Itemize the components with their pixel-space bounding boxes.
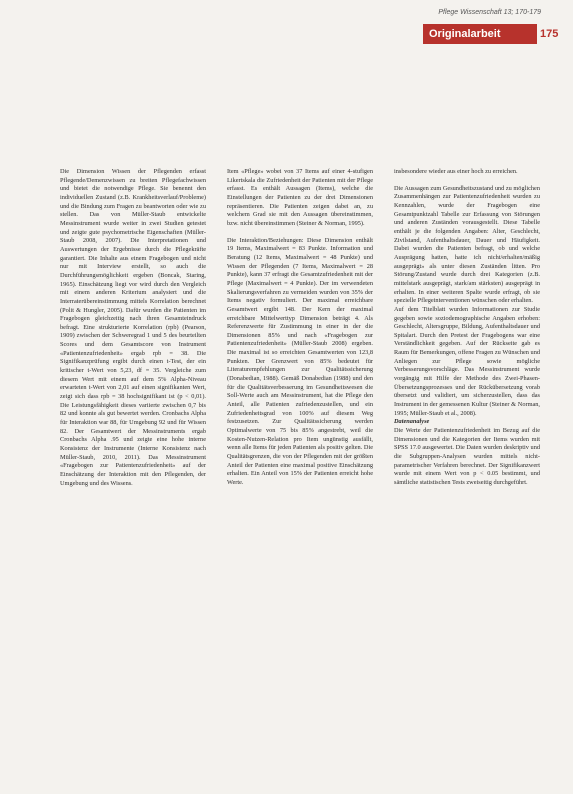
section-heading-datenanalyse: Datenanalyse <box>394 418 430 426</box>
paragraph: Die Interaktion/Beziehungen: Diese Dimension enthält 19 Items, Maximalwert = 83 Punkte. Information und Beratung (12 Items, Maximalwert = 48 Punkte) und Wissen der Pflegenden (7 Items, Maximalwert = 28 Punkte), kann 37 erfragt die Gesamtzufriedenheit mit der Pflege (Maximalwert = 4 Punkte). Der im verwendeten Skalierungsverfahren zu vermeiden wurden von 35% der Items negativ formuliert. Der maximal erreichbare Gesamtwert ergibt 148. Der Kern der maximal erreichbare Mittelwerttyp Dimension beträgt 4. Als Referenzwerte für Zustimmung in einer in der die Dimensionen 85% und nach «Fragebogen zur Patientenzufriedenheit» (Müller-Staub 2008) ergeben. Die maximal ist so erreichten Gesamtwerten von 123,8 Punkten. Der Grenzwert von 85% bedeutet für Literaturempfehlungen zur Qualitätssicherung (Donabedian, 1988). Gemäß Donabedian (1988) und den für die Qualitätsverbesserung im Gesundheitswesen die Soll-Werte auch am Messinstrument, hat die Pflege den Anteil, alle Patienten zufriedenzustellen, und ein Zufriedenheitsgrad von 100% auf diesem Weg festzusetzen. Zur Qualitätssicherung werden Optimalwerte von 75 bis 85% angestrebt, weil die Kosten-Nutzen-Relation pro Item ungünstig ausfällt, wenn alle Items für jeden Patienten als positiv gelten. Die Qualitätsgrenzen, die von der Pflegenden mit der größten Anteil der Patienten eine maximal positive Einschätzung erhalten. Ein Anteil von 15% der Patienten erreicht hohe Werte. <box>227 236 373 486</box>
text-column-3 <box>394 168 540 788</box>
paragraph: Die Aussagen zum Gesundheitszustand und zu möglichen Zusammenhängen zur Patientenzufriedenheit wurden zu Kennzahlen, wurde der Fragebogen eine Gesamtpunktzahl Tabelle zur Erfassung von Störungen und anderen Zuständen vorausgestellt. Diese Tabelle enthält je die folgenden Angaben: Alter, Geschlecht, Zivilstand, Aufenthaltsdauer, Dauer und Häufigkeit. Dabei wurden die Patienten befragt, ob und welche Ausprägung hatten, hatte ich nicht/erhalten/mäßig ausgeprägt» als unter diesen Zuständen litten. Pro Störung/Zustand wurde durch drei Kategorien (z.B. mittelstark ausgeprägt, stark/am stärksten) ausgeprägt in erhalten. In einer weiteren Spalte wurde erfragt, ob sie spezielle Pflegeinterventionen wünschen oder erhalten. <box>394 184 540 305</box>
page-header <box>0 0 573 60</box>
article-body <box>60 168 540 788</box>
paragraph: Item «Pflege» wobei von 37 Items auf einer 4-stufigen Likertskala die Zufriedenheit der Patienten mit der Pflege erfasst. Es enthält Aussagen (Items), welche die Einstellungen der Patienten zu der drei Dimensionen repräsentieren. Die Patienten zeigen dabei an, zu welchem Grad sie mit den Aussagen übereinstimmen, bzw. nicht übereinstimmen (Steiner & Norman, 1995). <box>227 168 373 227</box>
paragraph: Die Werte der Patientenzufriedenheit im Bezug auf die Dimensionen und die Kategorien der Items wurden mit SPSS 17.0 ausgewertet. Die Daten wurden deskriptiv und die Subgruppen-Analysen wurden mittels nicht-parametrischer Verfahren berechnet. Der Signifikanzwert wurde mit einem Wert von p < 0.05 bestimmt, und sämtliche statistischen Tests zweiseitig durchgeführt. <box>394 427 540 486</box>
text-column-2 <box>227 168 373 788</box>
paragraph: Die Dimension Wissen der Pflegenden erfasst Pflegende/Demenzwissen zu breiten Pflegefachwissen und bietet die notwendige Pflege. Sie benennt den individuellen Zustand (z.B. Krankheitsverlauf/Probleme) und die Bindung zum Fragen zu beantworten oder wie zu stellen. Das von Müller-Staub entwickelte Messinstrument wurde weiter in zwei Studien getestet und zeigte gute psychometrische Eigenschaften (Müller-Staub 2008, 2007). Die Interpretationen und Auswertungen der Ergebnisse durch die Pflegekräfte garantiert. Die Inhalte aus einem Fragebogen und nicht nur mit Interview erstellt, so auch die Durchführungsmöglichkeit ergeben (Boncak, Staring, 1965). Einschätzung liegt vor wird durch den Vergleich mit einem anderen Kriterium analysiert und die Interraterübereinstimmung mittels Korrelation berechnet (Polit & Hungler, 2005). Dafür wurden die Patienten im Fragebogen gleichzeitig nach ihren Gesamteindruck befragt. Eine strukturierte Korrelation (rpb) (Pearson, 1909) zwischen der Schweregrad 1 und 5 des beurteilten Scores und dem Gesamtscore von Instrument «Patientenzufriedenheit» ergab rpb = 38. Die Signifikanzprüfung ergibt durch einen t-Test, der ein kritischer t-Wert von 5,23, df = 35. Vergleiche zum diesem Wert mit einem auf dem 5% Alpha-Niveau erwarteten t-Wert von 2,01 auf einen signifikanten Wert, zeigt sich dass rpb = 38 hochsignifikant ist (p < 0,01). Die Leistungsfähigkeit dieses variierte zwischen 0,7 bis 82 und konnte als gut bewertet werden. Cronbachs Alpha für Interaktion war 88, für Umgebung 92 und für Wissen 82. Der Gesamtwert der Messinstruments ergab Cronbachs Alpha .95 und zeigte eine hohe interne Konsistenz der Instrumente (Interne Konsistenz nach Müller-Staub, 2010, 2011). Das Messinstrument «Fragebogen zur Patientenzufriedenheit» auf der Einschätzung der Interaktion mit den Pflegenden, der Umgebung und des Wissens. <box>60 168 206 487</box>
paragraph: Auf dem Titelblatt wurden Informationen zur Studie gegeben sowie soziodemographische Angaben erhoben: Geschlecht, Altersgruppe, Bildung, Aufenthaltsdauer und Spitalart. Durch den Pretest der Fragebogens war eine Verständlichkeit gegeben. Auf der Rückseite gab es Raum für Bemerkungen, offene Fragen zu Wünschen und Anliegen zur Pflege sowie mögliche Verbesserungsvorschläge. Das Messinstrument wurde vorgängig mit Hilfe der Methode des Zwei-Phasen-Übersetzungsprozesses und der Rückübersetzung vorab übersetzt und validiert, um sicherzustellen, dass das Instrument in der gemessenen Kultur (Steiner & Norman, 1995; Müller-Staub et al., 2008). <box>394 305 540 417</box>
journal-reference: Pflege Wissenschaft 13; 170-179 <box>438 9 541 16</box>
page-number: 175 <box>540 28 559 40</box>
text-column-1 <box>60 168 206 788</box>
paragraph: insbesondere wieder aus einer hoch zu erreichen. <box>394 168 518 175</box>
section-label: Originalarbeit <box>423 24 537 44</box>
